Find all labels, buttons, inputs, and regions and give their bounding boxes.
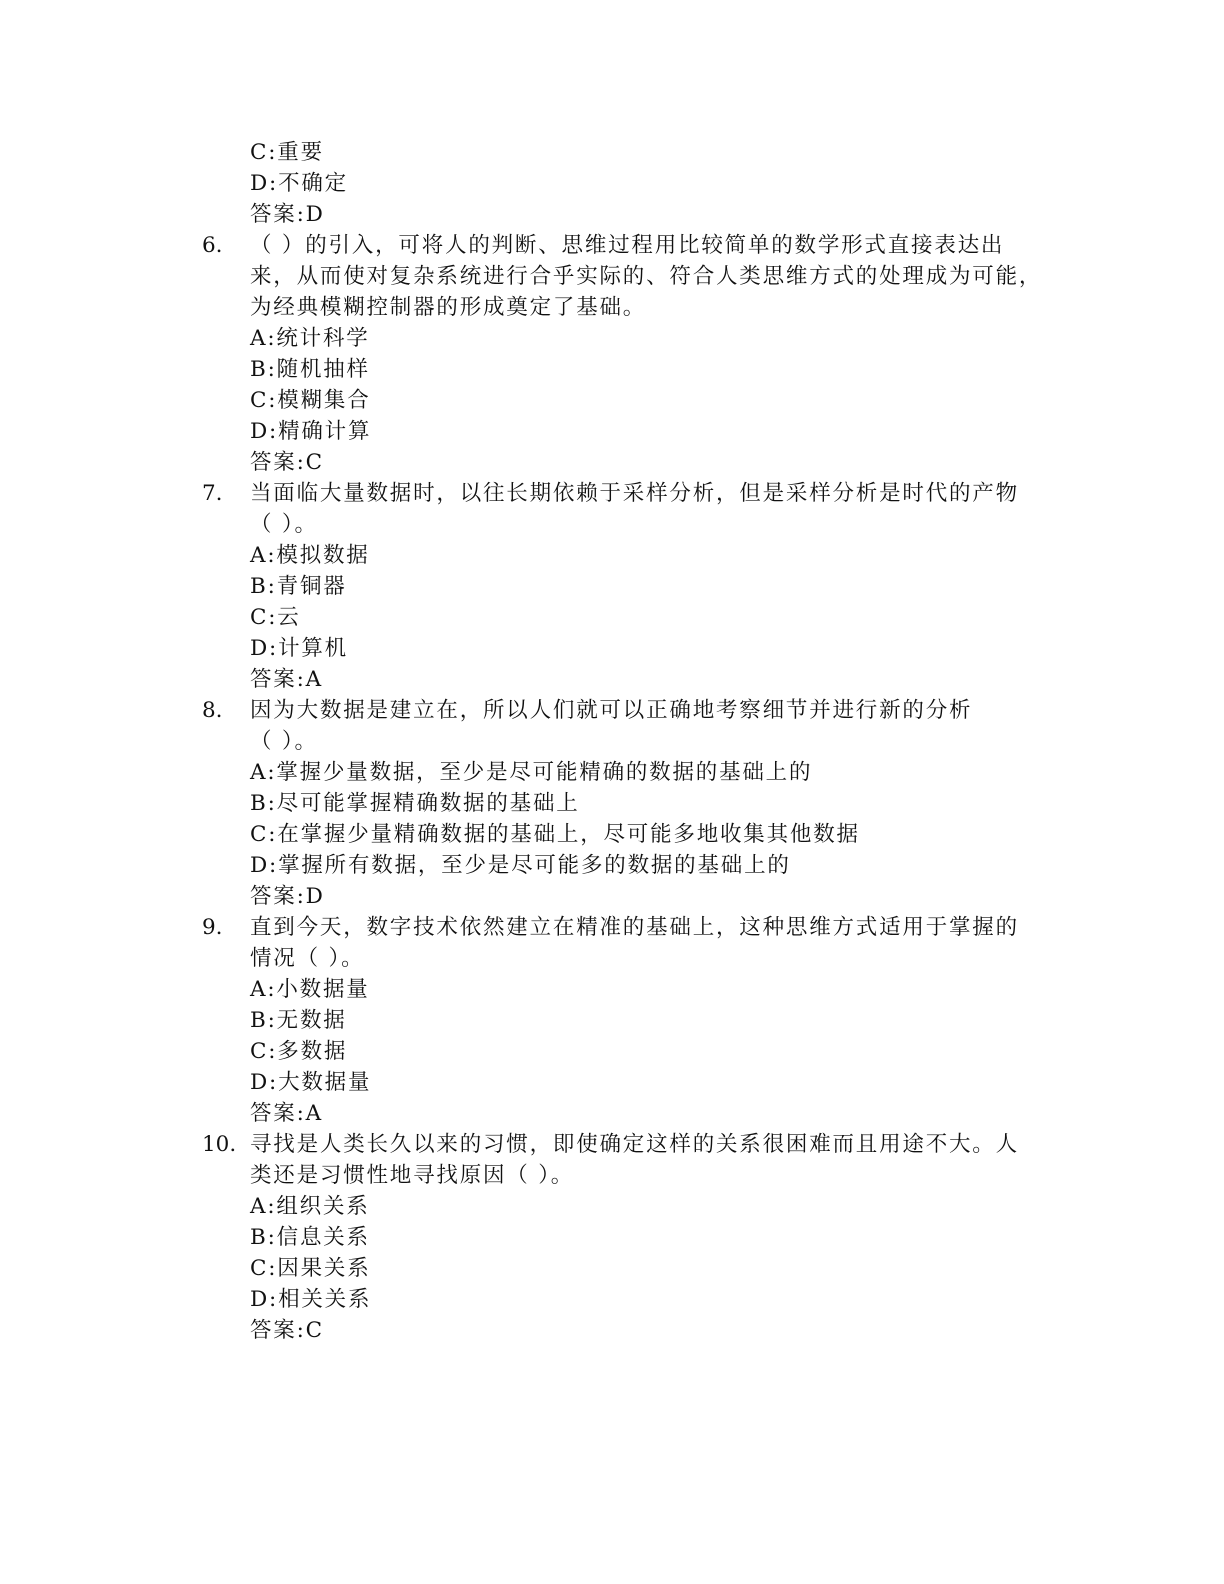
question-stem — [202, 695, 1042, 757]
question-number: 6. — [202, 233, 223, 258]
question-stem — [202, 230, 1042, 323]
question-number: 7. — [202, 481, 223, 506]
option: B:青铜器 — [250, 574, 347, 599]
option: D:大数据量 — [250, 1070, 372, 1095]
question-line: （ ）的引入，可将人的判断、思维过程用比较简单的数学形式直接表达出 — [250, 233, 1005, 258]
question-text — [250, 912, 1042, 974]
option: C:多数据 — [250, 1039, 348, 1064]
question-line: （ ）。 — [250, 729, 318, 754]
option: C:模糊集合 — [250, 388, 371, 413]
answer: 答案:A — [250, 667, 323, 692]
option: D:计算机 — [250, 636, 348, 661]
option: B:随机抽样 — [250, 357, 370, 382]
option: A:模拟数据 — [250, 543, 370, 568]
option: C:云 — [250, 605, 301, 630]
question-line: 寻找是人类长久以来的习惯，即使确定这样的关系很困难而且用途不大。人 — [250, 1132, 1019, 1157]
question-line: 情况（ ）。 — [250, 946, 365, 971]
option: C:在掌握少量精确数据的基础上，尽可能多地收集其他数据 — [250, 822, 860, 847]
question-text — [250, 695, 1042, 757]
question-stem — [202, 912, 1042, 974]
question-line: 当面临大量数据时，以往长期依赖于采样分析，但是采样分析是时代的产物 — [250, 481, 1019, 506]
question-10 — [202, 1129, 1042, 1346]
option: D:不确定 — [250, 171, 348, 196]
question-9 — [202, 912, 1042, 1129]
question-line: 因为大数据是建立在，所以人们就可以正确地考察细节并进行新的分析 — [250, 698, 973, 723]
option: A:统计科学 — [250, 326, 370, 351]
question-line: 直到今天，数字技术依然建立在精准的基础上，这种思维方式适用于掌握的 — [250, 915, 1019, 940]
question-stem — [202, 478, 1042, 540]
option: B:无数据 — [250, 1008, 347, 1033]
answer: 答案:C — [250, 1318, 324, 1343]
question-line: 来，从而使对复杂系统进行合乎实际的、符合人类思维方式的处理成为可能， — [250, 264, 1043, 289]
question-text — [250, 1129, 1042, 1191]
option: C:因果关系 — [250, 1256, 371, 1281]
option: A:掌握少量数据，至少是尽可能精确的数据的基础上的 — [250, 760, 813, 785]
option: D:精确计算 — [250, 419, 372, 444]
option: A:小数据量 — [250, 977, 370, 1002]
answer: 答案:A — [250, 1101, 323, 1126]
question-list — [202, 137, 1042, 1346]
option: A:组织关系 — [250, 1194, 370, 1219]
question-text — [250, 230, 1042, 323]
option: D:相关关系 — [250, 1287, 372, 1312]
question-line: 为经典模糊控制器的形成奠定了基础。 — [250, 295, 647, 320]
question-6 — [202, 230, 1042, 478]
answer: 答案:D — [250, 884, 325, 909]
question-stem — [202, 1129, 1042, 1191]
option: D:掌握所有数据，至少是尽可能多的数据的基础上的 — [250, 853, 791, 878]
question-number: 10. — [202, 1132, 237, 1157]
question-line: 类还是习惯性地寻找原因（ ）。 — [250, 1163, 575, 1188]
question-text — [250, 478, 1042, 540]
question-number: 9. — [202, 915, 223, 940]
question-number: 8. — [202, 698, 223, 723]
option: B:信息关系 — [250, 1225, 370, 1250]
option: B:尽可能掌握精确数据的基础上 — [250, 791, 580, 816]
answer: 答案:D — [250, 202, 325, 227]
question-7 — [202, 478, 1042, 695]
question-8 — [202, 695, 1042, 912]
option: C:重要 — [250, 140, 324, 165]
answer: 答案:C — [250, 450, 324, 475]
question-line: （ ）。 — [250, 512, 318, 537]
partial-question — [202, 137, 1042, 230]
